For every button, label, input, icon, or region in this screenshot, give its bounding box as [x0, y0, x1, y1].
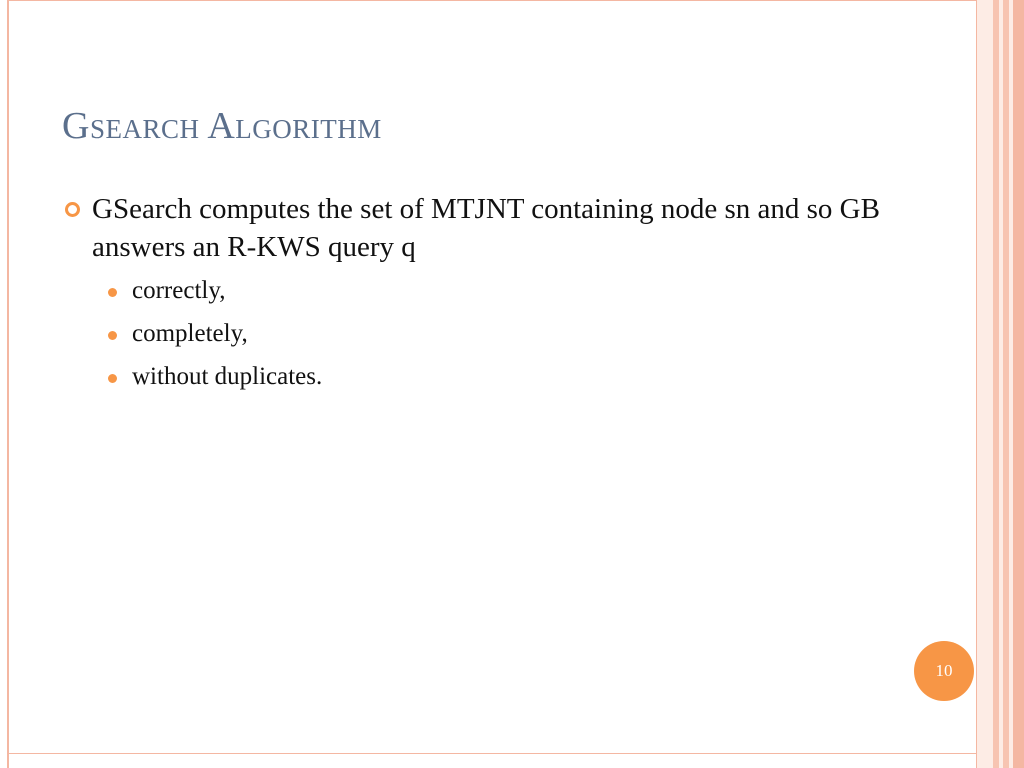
band-stripe	[977, 0, 993, 768]
frame-left-line	[7, 0, 9, 768]
sub-bullet-item	[104, 319, 892, 349]
dot-bullet-icon	[108, 374, 117, 383]
band-stripe	[1013, 0, 1024, 768]
ring-bullet-icon	[65, 202, 80, 217]
slide-content	[62, 190, 892, 405]
sub-bullet-text: completely,	[132, 320, 248, 347]
sub-bullet-item	[104, 276, 892, 306]
right-decorative-band	[976, 0, 1024, 768]
sub-bullet-list	[62, 276, 892, 392]
bullet-text: GSearch computes the set of MTJNT containing node sn and so GB answers an R-KWS query q	[92, 193, 880, 263]
frame-top-line	[7, 0, 977, 1]
slide-title: Gsearch Algorithm	[62, 105, 382, 147]
page-number-badge: 10	[914, 641, 974, 701]
bullet-item	[62, 190, 892, 266]
sub-bullet-item	[104, 362, 892, 392]
dot-bullet-icon	[108, 331, 117, 340]
sub-bullet-text: correctly,	[132, 277, 226, 304]
frame-bottom-line	[7, 753, 977, 754]
sub-bullet-text: without duplicates.	[132, 363, 323, 390]
dot-bullet-icon	[108, 288, 117, 297]
